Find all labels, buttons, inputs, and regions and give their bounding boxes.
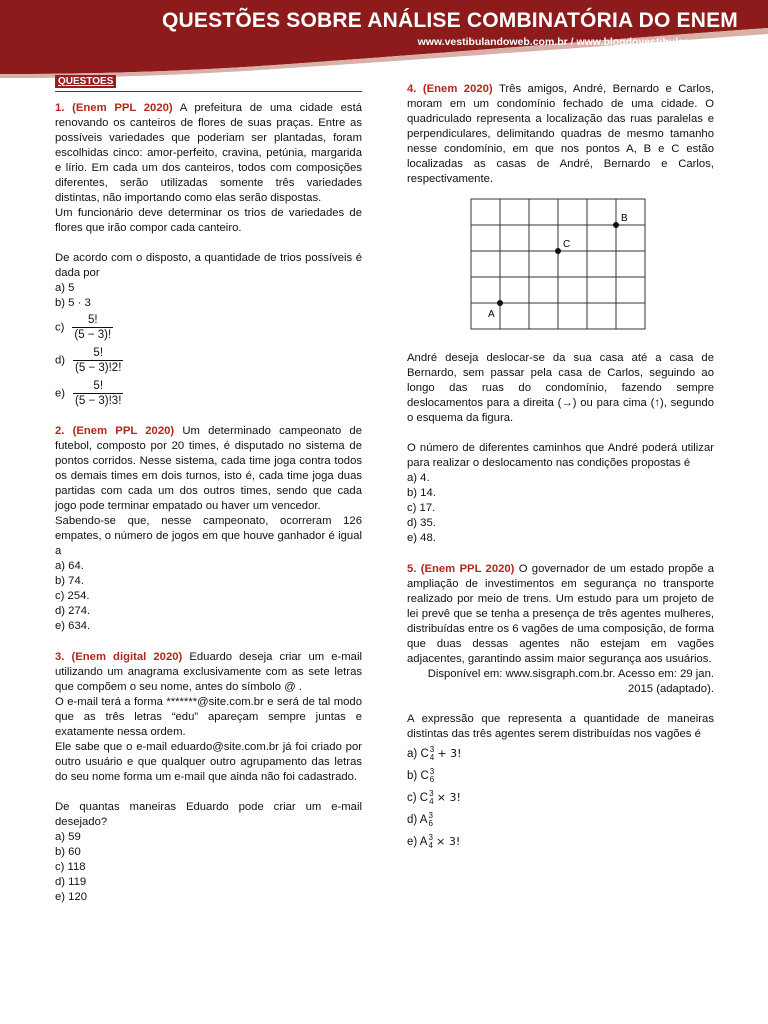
q5-d-label: d) [407, 814, 418, 827]
q5-b-indices [430, 768, 434, 784]
q5-c-indices [429, 790, 433, 806]
question-1 [55, 101, 362, 408]
question-4 [407, 82, 714, 546]
q5-a-label: a) [407, 748, 418, 761]
q5-d-sup: 3 [428, 811, 433, 821]
q1-c-den: (5 − 3)! [74, 329, 112, 341]
q1-d-num: 5! [73, 346, 123, 361]
header-sites: www.vestibulandoweb.com.br / www.blogdovestibular.com [417, 36, 712, 48]
q5-text2: A expressão que representa a quantidade de maneiras distintas das três agentes serem distribuídas nos vagões é [407, 713, 714, 740]
question-3 [55, 650, 362, 905]
q1-d-den: (5 − 3)!2! [75, 362, 122, 374]
q5-option-e [407, 834, 714, 850]
q5-d-indices [428, 812, 432, 828]
q4-text1: Três amigos, André, Bernardo e Carlos, moram em um condomínio fechado de uma cidade. O quadriculado representa a localização das ruas paralelas e perpendiculares, delimitando quadras de mesmo tamanho nesse condomínio, em que nos pontos A, B e C estão localizadas as casas de André, Bernardo e Carlos, respectivamente. [407, 83, 715, 185]
q5-b-sym: C [420, 770, 429, 783]
question-2 [55, 424, 362, 634]
q1-option-d [55, 346, 362, 375]
q1-option-b: b) 5 · 3 [55, 297, 91, 309]
left-column [55, 74, 362, 921]
q4-text2: André deseja deslocar-se da sua casa até a casa de Bernardo, sem passar pela casa de Carlos, seguindo ao longo das ruas do condomínio, fazendo sempre deslocamentos para a direita (→) ou para cima (↑), segundo o esquema da figura. [407, 352, 714, 424]
q1-e-den: (5 − 3)!3! [75, 395, 122, 407]
q2-head: 2. (Enem PPL 2020) [55, 425, 175, 437]
street-grid-figure [469, 197, 659, 337]
q2-option: c) 254. [55, 590, 90, 602]
q3-option: a) 59 [55, 831, 81, 843]
point-b [613, 222, 619, 228]
q5-a-indices [430, 746, 434, 762]
q5-e-sub: 4 [428, 841, 433, 851]
street-grid-svg [469, 197, 659, 337]
question-5 [407, 562, 714, 850]
q1-c-num: 5! [72, 313, 113, 328]
q5-b-sup: 3 [429, 767, 435, 777]
q3-option: d) 119 [55, 876, 87, 888]
q3-head: 3. (Enem digital 2020) [55, 651, 183, 663]
q5-option-c [407, 790, 714, 806]
q4-option: a) 4. [407, 472, 430, 484]
q1-d-label: d) [55, 354, 66, 367]
q2-text1: Um determinado campeonato de futebol, composto por 20 times, é disputado no sistema de pontos corridos. Nesse sistema, cada time joga contra todos os demais times em dois turnos, isto é, cada time joga duas partidas com cada um dos outros times, sendo que cada jogo pode terminar empatado ou haver um vencedor. [55, 425, 362, 512]
q5-a-sup: 3 [429, 745, 435, 754]
point-a [497, 300, 503, 306]
q5-head: 5. (Enem PPL 2020) [407, 563, 515, 575]
q1-e-num: 5! [73, 379, 123, 394]
q3-option: b) 60 [55, 846, 81, 858]
q4-option: c) 17. [407, 502, 436, 514]
q2-option: e) 634. [55, 620, 91, 632]
q3-text1: Eduardo deseja criar um e-mail utilizando um anagrama exclusivamente com as sete letras que compõem o seu nome, antes do símbolo @ . [55, 651, 362, 693]
page-title: QUESTÕES SOBRE ANÁLISE COMBINATÓRIA DO ENEM [161, 9, 739, 32]
q3-text2: O e-mail terá a forma *******@site.com.br e será de tal modo que as três letras “edu” apareçam sempre juntas e exatamente nessa ordem. [55, 696, 362, 738]
q5-e-label: e) [407, 836, 418, 849]
q1-option-a: a) 5 [55, 282, 75, 294]
q5-c-label: c) [407, 792, 417, 805]
point-c [555, 248, 561, 254]
section-rule [55, 91, 362, 92]
q1-c-fraction [72, 313, 113, 342]
q1-e-fraction [73, 379, 123, 408]
q4-head: 4. (Enem 2020) [407, 83, 493, 95]
q1-d-fraction [73, 346, 123, 375]
q2-text2: Sabendo-se que, nesse campeonato, ocorreram 126 empates, o número de jogos em que houve ganhador é igual a [55, 515, 362, 557]
q3-option: c) 118 [55, 861, 86, 873]
q5-c-sup: 3 [429, 789, 434, 799]
section-label: QUESTOES [55, 75, 116, 88]
q5-e-sup: 3 [428, 833, 433, 843]
q5-option-a [407, 746, 714, 762]
q3-text4: De quantas maneiras Eduardo pode criar um e-mail desejado? [55, 801, 362, 828]
q4-text3: O número de diferentes caminhos que André poderá utilizar para realizar o deslocamento nas condições propostas é [407, 442, 714, 469]
q3-text3: Ele sabe que o e-mail eduardo@site.com.br já foi criado por outro usuário e que qualquer outro agrupamento das letras do seu nome forma um e-mail que ainda não foi cadastrado. [55, 741, 362, 783]
q2-option: d) 274. [55, 605, 91, 617]
q1-option-c [55, 313, 362, 342]
q4-option: e) 48. [407, 532, 436, 544]
q5-a-rest: + 3! [437, 747, 462, 761]
q1-c-label: c) [55, 321, 65, 334]
q5-a-sub: 4 [429, 753, 435, 762]
q5-e-rest: × 3! [436, 835, 461, 849]
right-column [407, 74, 714, 866]
q2-option: a) 64. [55, 560, 84, 572]
q1-text1: A prefeitura de uma cidade está renovando os canteiros de flores de suas praças. Entre as possíveis variedades que poderiam ser plantadas, foram escolhidas cinco: amor-perfeito, cravina, petúnia, margarida e lírio. Em cada um dos canteiros, todos com composições diferentes, serão utilizadas somente três variedades distintas, não importando como elas serão dispostas. [55, 102, 363, 204]
q5-option-d [407, 812, 714, 828]
q3-option: e) 120 [55, 891, 88, 903]
label-a: A [488, 309, 495, 320]
q1-option-e [55, 379, 362, 408]
q1-e-label: e) [55, 387, 66, 400]
q5-c-sub: 4 [429, 797, 434, 807]
q5-c-rest: × 3! [436, 791, 461, 805]
label-b: B [621, 213, 628, 224]
q5-a-sym: C [420, 748, 429, 761]
q5-text1: O governador de um estado propõe a ampliação de investimentos em segurança no transporte realizado por meio de trens. Um estudo para um projeto de lei prevê que se tenha a presença de três agentes mulheres, distribuídas entre os 6 vagões de uma composição, de forma que duas dessas agentes não estejam em vagões adjacentes, garantindo assim maior segurança aos usuários. [407, 563, 714, 665]
label-c: C [563, 239, 571, 250]
q5-option-b [407, 768, 714, 784]
q1-text3: De acordo com o disposto, a quantidade de trios possíveis é dada por [55, 252, 362, 279]
q4-option: b) 14. [407, 487, 436, 499]
q1-text2: Um funcionário deve determinar os trios de variedades de flores que irão compor cada canteiro. [55, 207, 362, 234]
q4-option: d) 35. [407, 517, 436, 529]
q5-b-label: b) [407, 770, 418, 783]
q5-c-sym: C [419, 792, 429, 805]
q5-e-indices [428, 834, 432, 850]
q5-source: Disponível em: www.sisgraph.com.br. Acesso em: 29 jan. 2015 (adaptado). [427, 668, 714, 695]
q5-d-sym: A [419, 814, 428, 827]
q2-option: b) 74. [55, 575, 84, 587]
q5-b-sub: 6 [429, 775, 435, 785]
q5-e-sym: A [419, 836, 428, 849]
q1-head: 1. (Enem PPL 2020) [55, 102, 173, 114]
q5-d-sub: 6 [428, 819, 433, 829]
